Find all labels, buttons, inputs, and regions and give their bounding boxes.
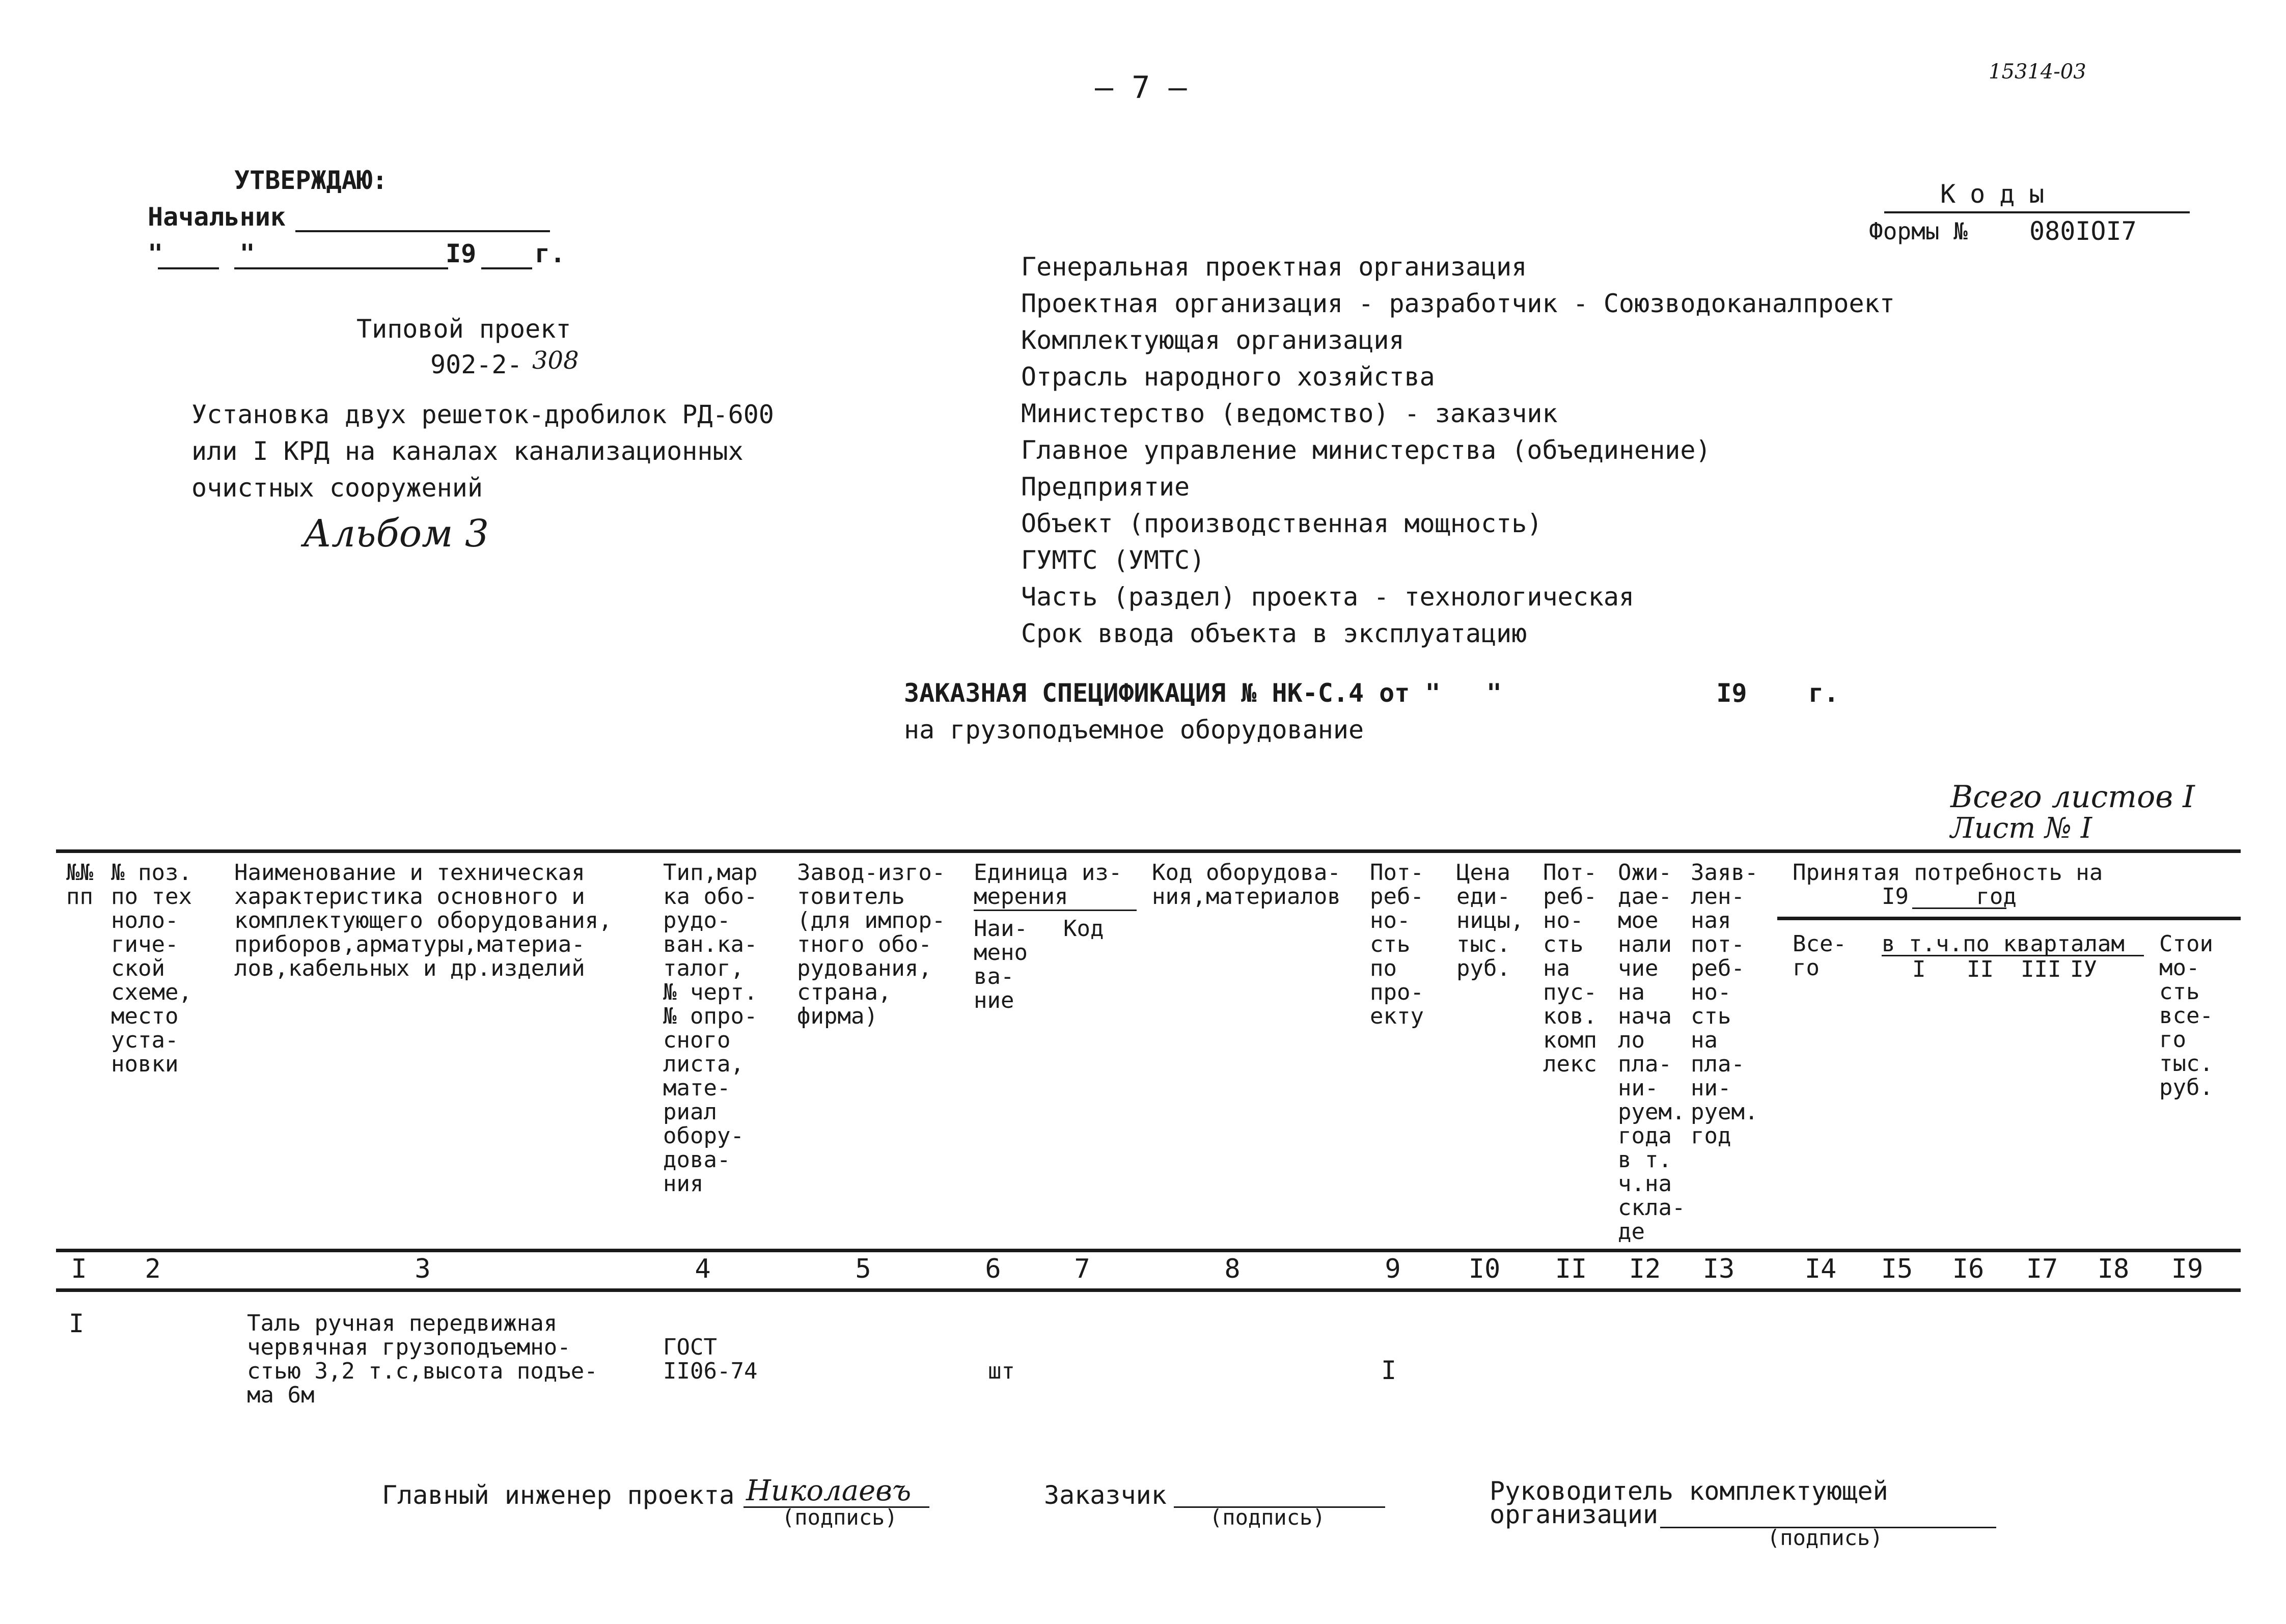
project-desc-line-3: очистных сооружений xyxy=(191,473,483,503)
header-col-13: Заяв- лен- ная пот- реб- но- сть на пла- ни- руем. год xyxy=(1691,860,1758,1149)
date-year-line xyxy=(481,267,532,269)
row-quantity: I xyxy=(1381,1356,1397,1385)
column-number: 5 xyxy=(855,1254,871,1284)
sign-caption: (подпись) xyxy=(782,1505,898,1530)
header-col-19: Стои мо- сть все- го тыс. руб. xyxy=(2159,931,2213,1100)
accepted-group-rule xyxy=(1777,917,2241,920)
form-label: Формы № xyxy=(1869,217,1968,245)
sheet-number: Лист № I xyxy=(1950,812,2092,845)
date-quotes: " " xyxy=(148,239,255,268)
org-line: Часть (раздел) проекта - технологическая xyxy=(1021,582,1635,612)
codes-title: Коды xyxy=(1940,179,2059,209)
date-day-line xyxy=(158,267,219,269)
document-code: 15314-03 xyxy=(1989,60,2086,84)
column-number: I4 xyxy=(1804,1254,1837,1284)
org-line: ГУМТС (УМТС) xyxy=(1021,545,1205,575)
accepted-year-line xyxy=(1912,907,2006,909)
column-number: I6 xyxy=(1952,1254,1985,1284)
org-line: Комплектующая организация xyxy=(1021,325,1404,355)
header-col-1: №№ пп xyxy=(66,860,93,910)
header-col-9: Пот- реб- но- сть по про- екту xyxy=(1370,860,1424,1029)
date-year-suffix: г. xyxy=(535,239,566,268)
org-line: Министерство (ведомство) - заказчик xyxy=(1021,399,1558,428)
org-line: Срок ввода объекта в эксплуатацию xyxy=(1021,619,1527,648)
header-q4: IУ xyxy=(2070,956,2097,982)
header-col-14: Все- го xyxy=(1793,931,1847,981)
header-col-2: № поз. по тех ноло- гиче- ской схеме, место уста- новки xyxy=(111,860,192,1077)
header-unit-group: Единица из- мерения xyxy=(974,860,1122,910)
project-desc-line-1: Установка двух решеток-дробилок РД-600 xyxy=(191,400,774,429)
project-number-handwritten: 308 xyxy=(532,346,579,375)
date-year-prefix: I9 xyxy=(446,239,477,268)
header-col-4: Тип,мар ка обо- рудо- ван.ка- талог, № черт. № опро- сного листа, мате- риал обору- дова- ния xyxy=(663,860,758,1197)
org-line: Предприятие xyxy=(1021,472,1190,502)
row-name: Таль ручная передвижная червячная грузоподъемно- стью 3,2 т.с,высота подъе- ма 6м xyxy=(247,1310,598,1408)
customer-label: Заказчик xyxy=(1044,1480,1167,1510)
column-number: 6 xyxy=(985,1254,1001,1284)
column-number: I5 xyxy=(1881,1254,1913,1284)
sign-caption: (подпись) xyxy=(1209,1505,1326,1530)
project-label: Типовой проект xyxy=(356,314,571,344)
sign-caption: (подпись) xyxy=(1767,1525,1883,1550)
form-value: 080IOI7 xyxy=(2029,216,2137,246)
row-type: ГОСТ II06-74 xyxy=(663,1334,758,1384)
chief-engineer-signature: Николаевъ xyxy=(746,1474,912,1507)
header-q2: II xyxy=(1967,956,1994,982)
header-accepted-year: I9 год xyxy=(1882,884,2017,910)
header-q1: I xyxy=(1912,956,1926,982)
header-col-3: Наименование и техническая характеристика основного и комплектующего оборудования, приборов,арматуры,материа- лов,кабельных и др.изделий xyxy=(234,860,612,981)
column-number: I8 xyxy=(2097,1254,2130,1284)
org-line: Объект (производственная мощность) xyxy=(1021,509,1543,538)
chief-label: Начальник xyxy=(148,202,286,232)
column-number: I0 xyxy=(1468,1254,1501,1284)
column-number: 2 xyxy=(145,1254,161,1284)
head-label: Руководитель комплектующей организации xyxy=(1490,1476,1888,1529)
header-col-12: Ожи- дае- мое нали чие на нача ло пла- ни- руем. года в т. ч.на скла- де xyxy=(1618,860,1686,1245)
column-number: 9 xyxy=(1385,1254,1401,1284)
column-number: 7 xyxy=(1074,1254,1090,1284)
column-number: 4 xyxy=(695,1254,711,1284)
project-number: 902-2- xyxy=(430,350,522,379)
chief-engineer-label: Главный инженер проекта xyxy=(382,1480,735,1510)
header-q3: III xyxy=(2021,956,2061,982)
row-number: I xyxy=(69,1309,85,1338)
header-bottom-rule xyxy=(56,1249,2241,1252)
header-accepted-group: Принятая потребность на xyxy=(1793,860,2103,886)
header-col-10: Цена еди- ницы, тыс. руб. xyxy=(1456,860,1524,981)
org-line: Проектная организация - разработчик - Союзводоканалпроект xyxy=(1021,289,1895,318)
page-number: — 7 — xyxy=(1095,70,1187,105)
spec-title: ЗАКАЗНАЯ СПЕЦИФИКАЦИЯ № НК-С.4 от " " I9 г. xyxy=(904,678,1839,708)
header-col-5: Завод-изго- товитель (для импор- тного обо- рудования, страна, фирма) xyxy=(797,860,946,1029)
table-top-rule xyxy=(56,849,2241,853)
spec-subtitle: на грузоподъемное оборудование xyxy=(904,715,1364,745)
org-line: Главное управление министерства (объединение) xyxy=(1021,435,1711,465)
column-number: I7 xyxy=(2026,1254,2058,1284)
header-col-7: Код xyxy=(1063,916,1104,942)
column-number: 8 xyxy=(1224,1254,1241,1284)
column-number: I9 xyxy=(2171,1254,2204,1284)
org-line: Отрасль народного хозяйства xyxy=(1021,362,1435,392)
date-month-line xyxy=(234,267,448,269)
approval-title: УТВЕРЖДАЮ: xyxy=(234,166,388,195)
header-quarters-group: в т.ч.по кварталам xyxy=(1882,931,2125,957)
header-col-8: Код оборудова- ния,материалов xyxy=(1152,860,1341,910)
project-desc-line-2: или I КРД на каналах канализационных xyxy=(191,436,743,466)
sheets-total: Всего листов I xyxy=(1950,779,2195,815)
column-numbers-rule xyxy=(56,1288,2241,1292)
album-handwritten: Альбом 3 xyxy=(303,512,489,556)
column-number: II xyxy=(1555,1254,1587,1284)
column-number: I xyxy=(71,1254,87,1284)
chief-signature-line xyxy=(295,230,550,232)
unit-group-rule xyxy=(974,910,1137,911)
org-line: Генеральная проектная организация xyxy=(1021,252,1527,282)
header-col-6: Наи- мено ва- ние xyxy=(974,916,1028,1013)
column-number: I2 xyxy=(1629,1254,1661,1284)
row-unit: шт xyxy=(988,1358,1015,1384)
column-number: 3 xyxy=(415,1254,431,1284)
header-col-11: Пот- реб- но- сть на пус- ков. комп лекс xyxy=(1543,860,1597,1077)
column-number: I3 xyxy=(1702,1254,1735,1284)
